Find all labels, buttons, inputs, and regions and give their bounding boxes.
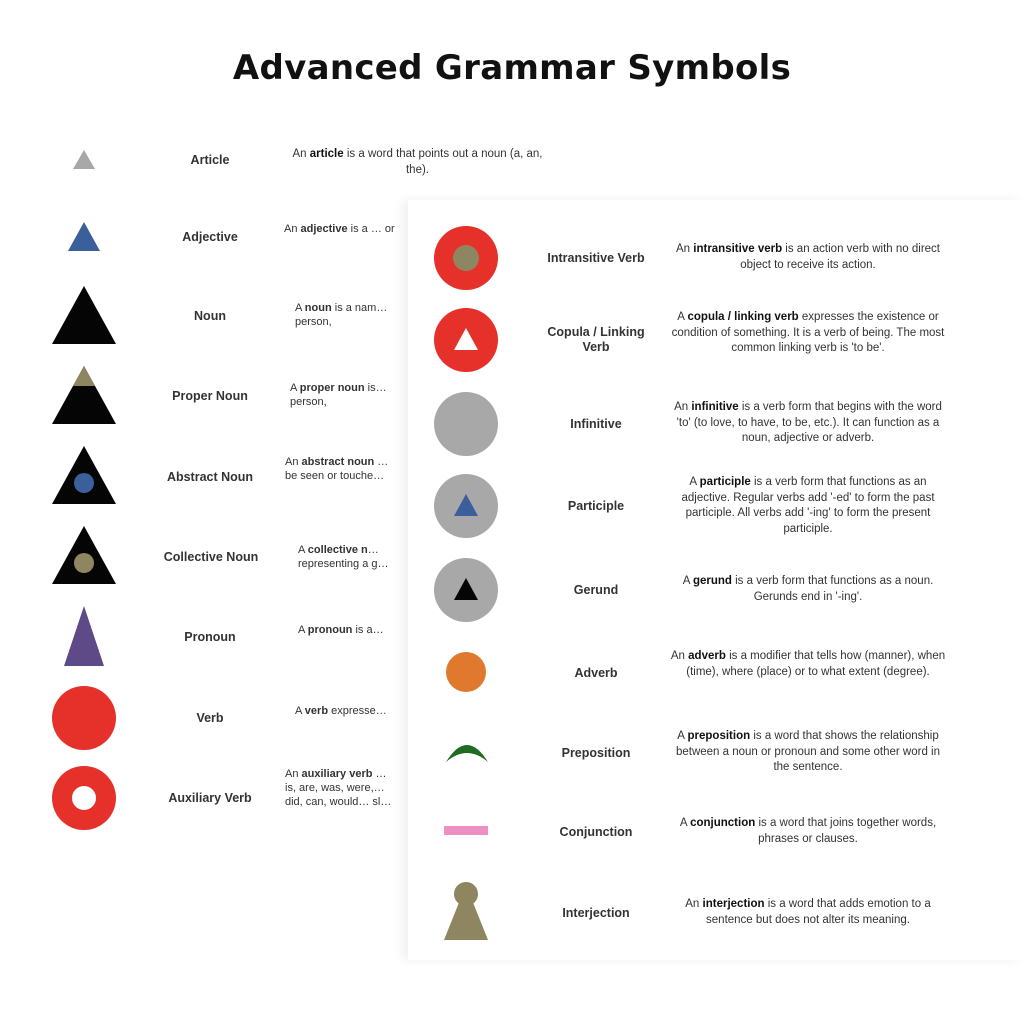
gray-circle-icon — [432, 390, 500, 458]
red-circle-icon — [50, 684, 118, 752]
symbol-description: A pronoun is a… — [298, 624, 384, 636]
green-crescent-icon — [444, 736, 490, 766]
symbol-description: An interjection is a word that adds emotion to a sentence but does not alter its meaning. — [685, 898, 931, 926]
symbol-name: Preposition — [561, 746, 631, 760]
symbol-description: An auxiliary verb … is, are, was, were,… did, can, would… sl… — [285, 768, 392, 808]
symbol-name: Verb — [196, 711, 224, 725]
symbol-name: Proper Noun — [172, 389, 248, 403]
symbol-name: Adverb — [574, 666, 618, 680]
symbol-name: Adjective — [182, 230, 238, 244]
blue-triangle-icon — [64, 220, 104, 254]
symbol-name: Copula / Linking Verb — [547, 325, 645, 354]
symbol-name: Collective Noun — [163, 550, 259, 564]
purple-triangle-icon — [58, 604, 110, 668]
gray-circle-blue-triangle-icon — [432, 472, 500, 540]
gray-circle-black-triangle-icon — [432, 556, 500, 624]
symbol-description: A noun is a nam… person, — [295, 302, 388, 328]
black-triangle-olive-tip-icon — [48, 364, 120, 428]
symbol-name: Abstract Noun — [166, 470, 254, 484]
small-gray-triangle-icon — [70, 148, 98, 172]
symbol-description: An adjective is a … or — [284, 223, 395, 235]
symbol-description: An article is a word that points out a noun (a, an, the). — [292, 148, 543, 176]
olive-keyhole-icon — [440, 880, 492, 944]
symbol-name: Auxiliary Verb — [168, 791, 252, 805]
symbol-description: A copula / linking verb expresses the existence or condition of something. It is a verb of being. The most common linking verb is 'to be'. — [671, 311, 945, 354]
symbol-description: A verb expresse… — [295, 705, 387, 717]
orange-circle-icon — [444, 650, 488, 694]
symbol-name: Article — [190, 153, 230, 167]
symbol-description: A gerund is a verb form that functions as a noun. Gerunds end in '-ing'. — [682, 575, 934, 603]
symbol-name: Noun — [194, 309, 226, 323]
black-triangle-blue-dot-icon — [48, 444, 120, 508]
symbol-description: A participle is a verb form that functions as an adjective. Regular verbs add '-ed' to form the past participle. All verbs add '-ing' to form the present participle. — [681, 476, 935, 535]
black-triangle-olive-dot-icon — [48, 524, 120, 588]
symbol-name: Participle — [567, 499, 625, 513]
symbol-description: A conjunction is a word that joins together words, phrases or clauses. — [679, 817, 937, 845]
symbol-description: An intransitive verb is an action verb with no direct object to receive its action. — [676, 243, 940, 271]
page-title: Advanced Grammar Symbols — [232, 48, 792, 88]
symbol-name: Pronoun — [184, 630, 236, 644]
black-triangle-icon — [48, 284, 120, 348]
symbol-name: Conjunction — [559, 825, 633, 839]
symbol-name: Interjection — [562, 906, 630, 920]
symbol-description: A preposition is a word that shows the relationship between a noun or pronoun and some other word in the sentence. — [675, 730, 941, 773]
symbol-name: Gerund — [573, 583, 619, 597]
red-ring-icon — [50, 764, 118, 832]
symbol-description: A proper noun is… person, — [290, 382, 387, 408]
symbol-description: An abstract noun … be seen or touche… — [285, 456, 389, 482]
symbol-name: Infinitive — [570, 417, 622, 431]
red-circle-white-triangle-icon — [432, 306, 500, 374]
symbol-description: A collective n… representing a g… — [298, 544, 389, 570]
symbol-description: An infinitive is a verb form that begins with the word 'to' (to love, to have, to be, etc.). It can function as a noun, adjective or adverb. — [674, 401, 942, 444]
red-circle-olive-dot-icon — [432, 224, 500, 292]
symbol-description: An adverb is a modifier that tells how (manner), when (time), where (place) or to what extent (degree). — [670, 650, 946, 678]
pink-bar-icon — [442, 824, 490, 838]
symbol-name: Intransitive Verb — [547, 251, 645, 265]
